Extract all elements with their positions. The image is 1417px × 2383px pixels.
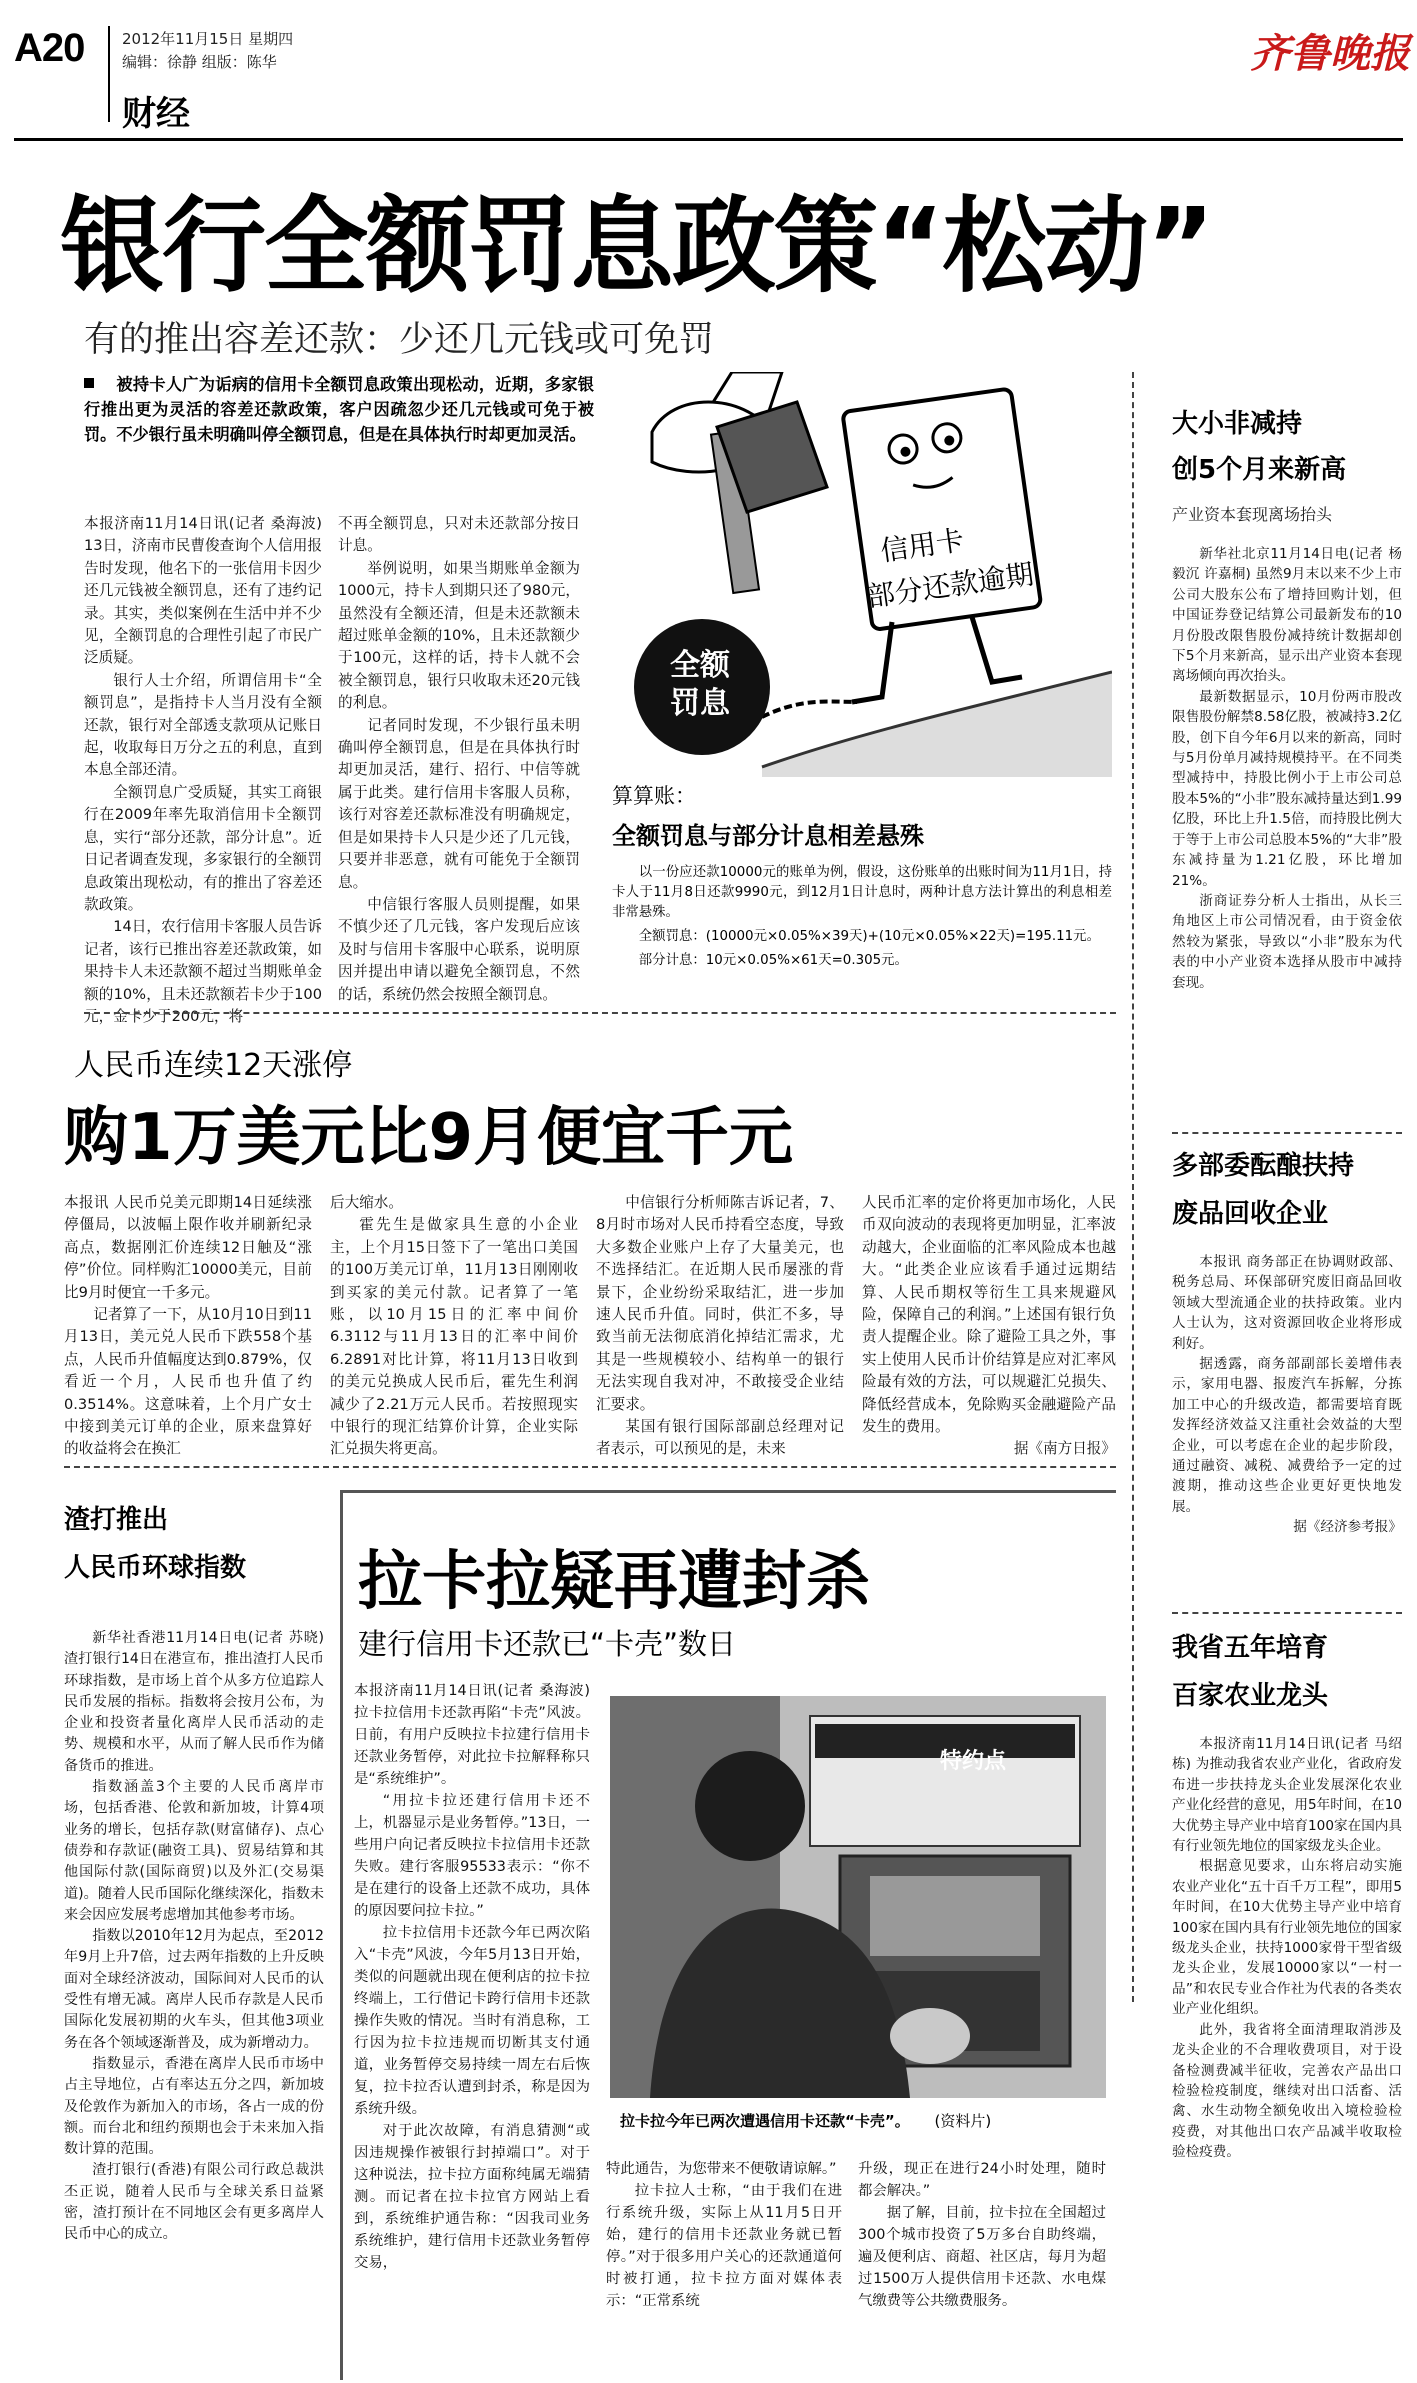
sidebar-1-body (1172, 544, 1402, 993)
paragraph: 渣打银行(香港)有限公司行政总裁洪丕正说，随着人民币与全球关系日益紧密，渣打预计在不同地区会有更多离岸人民币中心的成立。 (64, 2162, 324, 2243)
sidebar-2-title-2: 废品回收企业 (1172, 1199, 1329, 1229)
paragraph: 本报济南11月14日讯(记者 桑海波) 拉卡拉信用卡还款再陷“卡壳”风波。日前，有用户反映拉卡拉建行信用卡还款业务暂停，对此拉卡拉解释称只是“系统维护”。 (354, 1683, 590, 1787)
section-divider (64, 1466, 1116, 1468)
sidebar-1-subtitle: 产业资本套现离场抬头 (1172, 505, 1333, 524)
lakala-photo (610, 1696, 1106, 2098)
page-number: A20 (14, 26, 85, 70)
paragraph: 本报讯 商务部正在协调财政部、税务总局、环保部研究废旧商品回收领域大型流通企业的扶持政策。业内人士认为，这对资源回收企业将形成利好。 (1172, 1254, 1402, 1352)
calc-title: 全额罚息与部分计息相差悬殊 (612, 822, 924, 850)
calc-desc: 以一份应还款10000元的账单为例，假设，这份账单的出账时间为11月1日，持卡人于11月8日还款9990元，到12月1日计息时，两种计息方法计算出的利息相差非常悬殊。 (612, 865, 1112, 920)
paragraph: 举例说明，如果当期账单金额为1000元，持卡人到期只还了980元，虽然没有全额还清，但是未还款额未超过账单金额的10%，且未还款额少于100元，这样的话，持卡人就不会被全额罚息，银行只收取未还20元钱的利息。 (338, 559, 580, 712)
paragraph: 记者算了一下，从10月10日到11月13日，美元兑人民币下跌558个基点，人民币升值幅度达到0.879%，仅看近一个月，人民币也升值了约0.3514%。这意味着，上个月广女士中接到美元订单的企业，原来盘算好的收益将会在换汇 (64, 1306, 312, 1458)
paragraph: 对于此次故障，有消息猜测“或因违规操作被银行封掉端口”。对于这种说法，拉卡拉方面称纯属无端猜测。而记者在拉卡拉官方网站上看到，系统维护通告称：“因我司业务系统维护，建行信用卡还款业务暂停交易， (354, 2123, 590, 2271)
paragraph: 不再全额罚息，只对未还款部分按日计息。 (338, 515, 580, 555)
photo-caption (620, 2110, 1110, 2131)
card-label-1: 信用卡 (878, 523, 967, 568)
lead-text: 被持卡人广为诟病的信用卡全额罚息政策出现松动，近期，多家银行推出更为灵活的容差还款政策，客户因疏忽少还几元钱或可免于被罚。不少银行虽未明确叫停全额罚息，但是在具体执行时却更加灵活。 (84, 375, 594, 444)
main-col-1 (84, 513, 322, 1028)
paragraph: 新华社北京11月14日电(记者 杨毅沉 许嘉桐) 虽然9月末以来不少上市公司大股东公布了增持回购计划，但中国证券登记结算公司最新发布的10月份股改限售股份减持统计数据却创下5个月来新高，显示出产业资本套现离场倾向再次抬头。 (1172, 546, 1402, 685)
brand-logo: 齐鲁晚报 (1250, 30, 1410, 77)
sidebar-3-title-1: 我省五年培育 (1172, 1633, 1329, 1663)
rmb-col-2 (330, 1192, 578, 1461)
calc-label: 算算账： (612, 784, 696, 808)
source-credit: 据《南方日报》 (1013, 1440, 1116, 1458)
sidebar-3-title-2: 百家农业龙头 (1172, 1681, 1329, 1711)
rmb-headline: 购1万美元比9月便宜千元 (64, 1101, 794, 1175)
paragraph: 据了解，目前，拉卡拉在全国超过300个城市投资了5万多台自助终端，遍及便利店、商超、社区店，每月为超过1500万人提供信用卡还款、水电煤气缴费等公共缴费服务。 (858, 2205, 1106, 2309)
paragraph: 本报济南11月14日讯(记者 桑海波) 13日，济南市民曹俊查询个人信用报告时发现，他名下的一张信用卡因少还几元钱被全额罚息，还有了违约记录。其实，类似案例在生活中并不少见，全额罚息的合理性引起了市民广泛质疑。 (84, 515, 322, 667)
sidebar-2-body (1172, 1252, 1402, 1538)
sidebar-3-body (1172, 1734, 1402, 2163)
sidebar (1148, 372, 1404, 2372)
photo-drawing (610, 1696, 1106, 2098)
paragraph: 14日，农行信用卡客服人员告诉记者，该行已推出容差还款政策，如果持卡人未还款额不超过当期账单金额的10%，且未还款额若卡少于100元，金卡少于200元，将 (84, 918, 322, 1025)
photo-banner-text: 特约点 (940, 1749, 1007, 1774)
lead-bar (84, 378, 94, 388)
cartoon-illustration (612, 372, 1112, 777)
paragraph: 记者同时发现，不少银行虽未明确叫停全额罚息，但是在具体执行时却更加灵活，建行、招行、中信等就属于此类。建行信用卡客服人员称，该行对容差还款标准没有明确规定，但是如果持卡人只是少还了几元钱，只要并非恶意，就有可能免于全额罚息。 (338, 716, 580, 891)
main-subtitle: 有的推出容差还款：少还几元钱或可免罚 (84, 320, 715, 360)
paragraph: 后大缩水。 (330, 1194, 403, 1211)
header-divider (108, 26, 110, 122)
calc-formula-1: 全额罚息：(10000元×0.05%×39天)+(10元×0.05%×22天)=195.11元。 (638, 929, 1100, 944)
page-header (0, 0, 1417, 140)
paragraph: 根据意见要求，山东将启动实施农业产业化“五十百千万工程”，即用5年时间，在10大优势主导产业中培育100家在国内具有行业领先地位的国家级龙头企业，扶持1000家骨干型省级龙头企业，发展10000家以“一村一品”和农民专业合作社为代表的各类农业产业化组织。 (1172, 1858, 1402, 2018)
lakala-col-1 (354, 1680, 590, 2274)
issue-date: 2012年11月15日 星期四 (122, 30, 294, 48)
photo-caption-text: 拉卡拉今年已两次遭遇信用卡还款“卡壳”。 (620, 2112, 910, 2130)
paragraph: 拉卡拉人士称，“由于我们在进行系统升级，实际上从11月5日开始，建行的信用卡还款业务就已暂停。”对于很多用户关心的还款通道何时被打通，拉卡拉方面对媒体表示：“正常系统 (606, 2183, 842, 2309)
paragraph: 浙商证券分析人士指出，从长三角地区上市公司情况看，由于资金依然较为紧张，导致以“小非”股东为代表的中小产业资本选择从股市中减持套现。 (1172, 892, 1402, 991)
paragraph: 中信银行客服人员则提醒，如果不慎少还了几元钱，客户发现后应该及时与信用卡客服中心联系，说明原因并提出申请以避免全额罚息，不然的话，系统仍然会按照全额罚息。 (338, 895, 580, 1003)
sidebar-2-title-1: 多部委酝酿扶持 (1172, 1151, 1355, 1181)
ball-label-2: 罚息 (670, 686, 730, 721)
paragraph: 本报讯 人民币兑美元即期14日延续涨停僵局，以波幅上限作收并刷新纪录高点，数据刚汇价连续12日触及“涨停”价位。同样购汇10000美元，目前比9月时便宜一千多元。 (64, 1194, 312, 1301)
rmb-col-1 (64, 1192, 312, 1461)
lakala-col-3 (858, 2158, 1106, 2312)
left-article-title-2: 人民币环球指数 (64, 1553, 247, 1583)
paragraph: 升级，现正在进行24小时处理，随时都会解决。” (858, 2161, 1106, 2199)
paragraph: 指数显示，香港在离岸人民币市场中占主导地位，占有率达五分之四，新加坡及伦敦作为新加入的市场，各占一成的份额。而台北和纽约预期也会于未来加入指数计算的范围。 (64, 2055, 324, 2158)
rmb-col-3 (596, 1192, 844, 1461)
card-label-2: 部分还款逾期 (864, 557, 1036, 614)
lakala-headline: 拉卡拉疑再遭封杀 (358, 1545, 870, 1619)
rmb-kicker: 人民币连续12天涨停 (74, 1048, 353, 1083)
rmb-col-4 (862, 1192, 1116, 1461)
paragraph: “用拉卡拉还建行信用卡还不上，机器显示是业务暂停。”13日，一些用户向记者反映拉卡拉信用卡还款失败。建行客服95533表示：“你不是在建行的设备上还款不成功，具体的原因要问拉卡拉。” (354, 1793, 590, 1919)
paragraph: 据透露，商务部副部长姜增伟表示，家用电器、报废汽车拆解，分拣加工中心的升级改造，都需要培育既发挥经济效益又注重社会效益的大型企业，可以考虑在企业的起步阶段，通过融资、减税、减费给予一定的过渡期，推动这些企业更好更快地发展。 (1172, 1356, 1402, 1515)
left-article-title-1: 渣打推出 (64, 1505, 169, 1535)
paragraph: 最新数据显示，10月份两市股改限售股份解禁8.58亿股，被减持3.2亿股，创下自今年6月以来的新高，同时与5月份单月减持规模持平。在不同类型减持中，持股比例小于上市公司总股本5%的“小非”股东减持量达到1.99亿股，环比上升1.5倍，而持股比例大于等于上市公司总股本5%的“大非”股东减持量为1.21亿股，环比增加21%。 (1172, 688, 1402, 889)
source-credit: 据《经济参考报》 (1293, 1519, 1402, 1536)
paragraph: 特此通告，为您带来不便敬请谅解。” (606, 2161, 837, 2177)
paragraph: 新华社香港11月14日电(记者 苏晓) 渣打银行14日在港宣布，推出渣打人民币环球指数，是市场上首个从多方位追踪人民币发展的指标。指数将会按月公布，为企业和投资者量化离岸人民币活动的走势、规模和水平，从而了解人民币作为储备货币的推进。 (64, 1630, 324, 1774)
paragraph: 全额罚息广受质疑，其实工商银行在2009年率先取消信用卡全额罚息，实行“部分还款，部分计息”。近日记者调查发现，多家银行的全额罚息政策出现松动，有的推出了容差还款政策。 (84, 783, 322, 913)
section-divider (84, 1012, 1116, 1014)
paragraph: 指数涵盖3个主要的人民币离岸市场，包括香港、伦敦和新加坡，计算4项业务的增长，包括存款(财富储存)、点心债券和存款证(融资工具)、贸易结算和其他国际付款(国际商贸)以及外汇(交易渠道)。随着人民币国际化继续深化，指数未来会因应发展考虑增加其他参考市场。 (64, 1779, 324, 1923)
photo-credit: (资料片) (934, 2112, 992, 2130)
main-lead (84, 372, 594, 447)
paragraph: 某国有银行国际部副总经理对记者表示，可以预见的是，未来 (596, 1418, 844, 1458)
header-bottom-rule (14, 138, 1403, 141)
paragraph: 指数以2010年12月为起点，至2012年9月上升7倍，过去两年指数的上升反映面对全球经济波动，国际间对人民币的认受性有增无减。离岸人民币存款是人民币国际化发展初期的火车头，但其他3项业务在各个领域逐渐普及，成为新增动力。 (64, 1928, 324, 2051)
left-article-body (64, 1628, 324, 2246)
calc-formula-2: 部分计息：10元×0.05%×61天=0.305元。 (638, 953, 908, 968)
ball-label-1: 全额 (670, 648, 730, 683)
column-divider (1132, 372, 1134, 2002)
paragraph: 拉卡拉信用卡还款今年已两次陷入“卡壳”风波，今年5月13日开始，类似的问题就出现在便利店的拉卡拉终端上，工行借记卡跨行信用卡还款操作失败的情况。当时有消息称，工行因为拉卡拉违规而切断其支付通道，业务暂停交易持续一周左右后恢复，拉卡拉否认遭到封杀，称是因为系统升级。 (354, 1925, 590, 2117)
sidebar-1-title-1: 大小非减持 (1172, 409, 1303, 439)
lakala-col-2 (606, 2158, 842, 2312)
section-name: 财经 (122, 94, 190, 134)
paragraph: 人民币汇率的定价将更加市场化，人民币双向波动的表现将更加明显，汇率波动越大，企业面临的汇率风险成本也越大。“此类企业应该看手通过远期结算、人民币期权等衍生工具来规避风险，保障自己的利润。”上述国有银行负责人提醒企业。除了避险工具之外，事实上使用人民币计价结算是应对汇率风险最有效的方法，可以规避汇兑损失、降低经营成本，免除购买金融避险产品发生的费用。 (862, 1194, 1116, 1436)
calc-box (612, 780, 1112, 988)
sidebar-divider (1172, 1132, 1402, 1134)
paragraph: 此外，我省将全面清理取消涉及龙头企业的不合理收费项目，对于设备检测费减半征收，完善农产品出口检验检疫制度，继续对出口活畜、活禽、水生动物全额免收出入境检验检疫费，对其他出口农产品减半收取检验检疫费。 (1172, 2021, 1402, 2161)
lakala-subtitle: 建行信用卡还款已“卡壳”数日 (358, 1627, 737, 1661)
main-headline: 银行全额罚息政策“松动” (60, 185, 1213, 307)
lakala-box-corner (1080, 1490, 1116, 1493)
main-col-2 (338, 513, 580, 1006)
sidebar-divider (1172, 1612, 1402, 1614)
paragraph: 霍先生是做家具生意的小企业主，上个月15日签下了一笔出口美国的100万美元订单，11月13日刚刚收到买家的美元付款。记者算了一笔账，以10月15日的汇率中间价6.3112与11月13日的汇率中间价6.2891对比计算，将11月13日收到的美元兑换成人民币后，霍先生利润减少了2.21万元人民币。若按照现实中银行的现汇结算价计算，企业实际汇兑损失将更高。 (330, 1216, 578, 1458)
paragraph: 中信银行分析师陈吉诉记者，7、8月时市场对人民币持看空态度，导致大多数企业账户上存了大量美元，也不选择结汇。在近期人民币屡涨的背景下，企业纷纷采取结汇，进一步加速人民币升值。同时，供汇不多，导致当前无法彻底消化掉结汇需求，尤其是一些规模较小、结构单一的银行无法实现自我对冲，不敢接受企业结汇要求。 (596, 1194, 844, 1413)
paragraph: 银行人士介绍，所谓信用卡“全额罚息”，是指持卡人当月没有全额还款，银行对全部透支款项从记账日起，收取每日万分之五的利息，直到本息全部还清。 (84, 671, 322, 779)
sidebar-1-title-2: 创5个月来新高 (1172, 455, 1347, 485)
paragraph: 本报济南11月14日讯(记者 马绍栋) 为推动我省农业产业化，省政府发布进一步扶持龙头企业发展深化农业产业化经营的意见，用5年时间，在10大优势主导产业中培育100家在国内具有行业领先地位的国家级龙头企业。 (1172, 1736, 1402, 1855)
editor-credits: 编辑：徐静 组版：陈华 (122, 53, 277, 71)
